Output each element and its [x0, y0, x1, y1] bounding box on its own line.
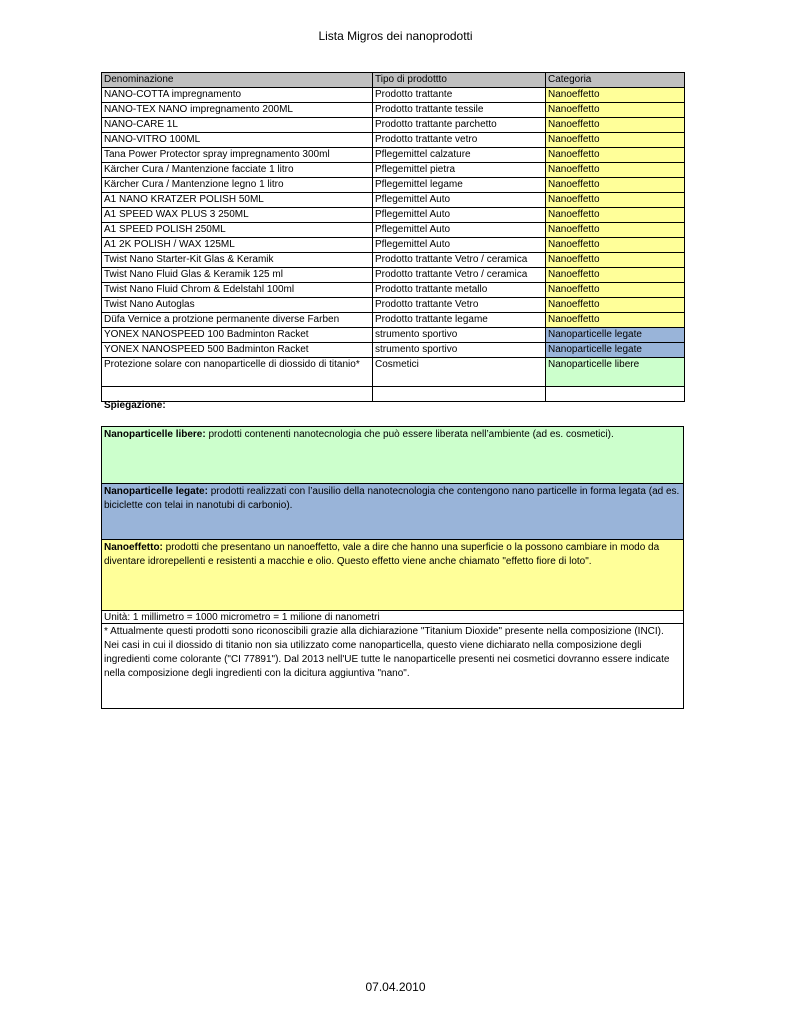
- product-category-cell: Nanoeffetto: [546, 163, 685, 178]
- explanation-heading: Spiegazione:: [104, 400, 166, 411]
- column-header-name: Denominazione: [102, 73, 373, 88]
- product-type-cell: Prodotto trattante tessile: [373, 103, 546, 118]
- product-name-cell: Twist Nano Fluid Glas & Keramik 125 ml: [102, 268, 373, 283]
- product-name-cell: Protezione solare con nanoparticelle di diossido di titanio*: [102, 358, 373, 387]
- product-category-cell: Nanoeffetto: [546, 103, 685, 118]
- legend-bound-nanoparticles: [102, 484, 683, 540]
- table-row: [102, 283, 685, 298]
- legend-bound-text: prodotti realizzati con l’ausilio della nanotecnologia che contengono nano particelle in forma legata (ad es. biciclette con telai in nanotubi di carbonio).: [104, 486, 680, 511]
- table-row: [102, 298, 685, 313]
- table-row: [102, 193, 685, 208]
- product-type-cell: Prodotto trattante Vetro / ceramica: [373, 268, 546, 283]
- product-type-cell: Pflegemittel Auto: [373, 193, 546, 208]
- product-type-cell: Pflegemittel pietra: [373, 163, 546, 178]
- table-row: [102, 163, 685, 178]
- table-row: [102, 148, 685, 163]
- table-row: [102, 313, 685, 328]
- product-name-cell: NANO-VITRO 100ML: [102, 133, 373, 148]
- product-name-cell: Kärcher Cura / Mantenzione legno 1 litro: [102, 178, 373, 193]
- table-row: [102, 343, 685, 358]
- column-header-type: Tipo di prodottto: [373, 73, 546, 88]
- legend-nanoeffect: [102, 540, 683, 611]
- product-category-cell: Nanoeffetto: [546, 148, 685, 163]
- empty-cell: [546, 387, 685, 402]
- page-title: Lista Migros dei nanoprodotti: [318, 29, 473, 43]
- legend-free-term: Nanoparticelle libere:: [104, 429, 206, 440]
- products-table: [101, 72, 685, 402]
- product-name-cell: NANO-CARE 1L: [102, 118, 373, 133]
- product-name-cell: A1 SPEED WAX PLUS 3 250ML: [102, 208, 373, 223]
- product-type-cell: Cosmetici: [373, 358, 546, 387]
- product-type-cell: Prodotto trattante legame: [373, 313, 546, 328]
- product-name-cell: A1 NANO KRATZER POLISH 50ML: [102, 193, 373, 208]
- legend-nanoeffect-text: prodotti che presentano un nanoeffetto, vale a dire che hanno una superficie o la possono cambiare in modo da diventare idrorepellenti e resistenti a macchie e olio. Questo effetto viene anche chiamato "effetto fiore di loto".: [104, 542, 660, 567]
- product-name-cell: Twist Nano Starter-Kit Glas & Keramik: [102, 253, 373, 268]
- table-row: [102, 238, 685, 253]
- product-name-cell: Tana Power Protector spray impregnamento 300ml: [102, 148, 373, 163]
- footer-date: 07.04.2010: [365, 980, 426, 994]
- product-category-cell: Nanoeffetto: [546, 208, 685, 223]
- table-row: [102, 133, 685, 148]
- product-category-cell: Nanoeffetto: [546, 238, 685, 253]
- product-type-cell: Prodotto trattante vetro: [373, 133, 546, 148]
- product-category-cell: Nanoeffetto: [546, 268, 685, 283]
- unit-note: Unità: 1 millimetro = 1000 micrometro = 1 milione di nanometri: [102, 611, 683, 624]
- explanation-box: [101, 426, 684, 709]
- product-category-cell: Nanoeffetto: [546, 223, 685, 238]
- product-type-cell: Prodotto trattante parchetto: [373, 118, 546, 133]
- table-row: [102, 208, 685, 223]
- product-name-cell: A1 SPEED POLISH 250ML: [102, 223, 373, 238]
- product-type-cell: Pflegemittel calzature: [373, 148, 546, 163]
- footnote: * Attualmente questi prodotti sono riconoscibili grazie alla dichiarazione "Titanium Dioxide" presente nella composizione (INCI). Nei casi in cui il diossido di titanio non sia utilizzato come nanoparticella, questo viene dichiarato nella composizione degli ingredienti come colorante ("CI 77891"). Dal 2013 nell'UE tutte le nanoparticelle presenti nei cosmetici dovranno essere indicate nella composizione degli ingredienti con la dicitura aggiuntiva "nano".: [104, 626, 670, 679]
- product-name-cell: YONEX NANOSPEED 100 Badminton Racket: [102, 328, 373, 343]
- product-category-cell: Nanoeffetto: [546, 133, 685, 148]
- product-category-cell: Nanoeffetto: [546, 178, 685, 193]
- legend-nanoeffect-term: Nanoeffetto:: [104, 542, 163, 553]
- product-category-cell: Nanoeffetto: [546, 118, 685, 133]
- product-category-cell: Nanoeffetto: [546, 313, 685, 328]
- product-category-cell: Nanoeffetto: [546, 193, 685, 208]
- product-name-cell: Kärcher Cura / Mantenzione facciate 1 litro: [102, 163, 373, 178]
- product-type-cell: Prodotto trattante metallo: [373, 283, 546, 298]
- product-category-cell: Nanoparticelle libere: [546, 358, 685, 387]
- product-name-cell: Twist Nano Fluid Chrom & Edelstahl 100ml: [102, 283, 373, 298]
- product-category-cell: Nanoparticelle legate: [546, 328, 685, 343]
- product-name-cell: Düfa Vernice a protzione permanente diverse Farben: [102, 313, 373, 328]
- table-row: [102, 88, 685, 103]
- table-row: [102, 328, 685, 343]
- product-name-cell: NANO-COTTA impregnamento: [102, 88, 373, 103]
- product-category-cell: Nanoparticelle legate: [546, 343, 685, 358]
- table-row: [102, 178, 685, 193]
- product-category-cell: Nanoeffetto: [546, 298, 685, 313]
- product-type-cell: Pflegemittel legame: [373, 178, 546, 193]
- legend-free-text: prodotti contenenti nanotecnologia che può essere liberata nell’ambiente (ad es. cosmetici).: [205, 429, 614, 440]
- product-type-cell: Pflegemittel Auto: [373, 208, 546, 223]
- product-name-cell: Twist Nano Autoglas: [102, 298, 373, 313]
- product-type-cell: Prodotto trattante Vetro / ceramica: [373, 253, 546, 268]
- empty-cell: [373, 387, 546, 402]
- product-type-cell: Pflegemittel Auto: [373, 238, 546, 253]
- product-category-cell: Nanoeffetto: [546, 253, 685, 268]
- table-row: [102, 118, 685, 133]
- product-category-cell: Nanoeffetto: [546, 88, 685, 103]
- product-name-cell: A1 2K POLISH / WAX 125ML: [102, 238, 373, 253]
- table-row: [102, 268, 685, 283]
- legend-free-nanoparticles: [102, 427, 683, 484]
- table-row: [102, 253, 685, 268]
- product-type-cell: strumento sportivo: [373, 343, 546, 358]
- table-header-row: [102, 73, 685, 88]
- empty-table-row: [102, 387, 685, 402]
- product-name-cell: YONEX NANOSPEED 500 Badminton Racket: [102, 343, 373, 358]
- product-name-cell: NANO-TEX NANO impregnamento 200ML: [102, 103, 373, 118]
- table-row: [102, 358, 685, 387]
- product-type-cell: Pflegemittel Auto: [373, 223, 546, 238]
- table-row: [102, 103, 685, 118]
- product-category-cell: Nanoeffetto: [546, 283, 685, 298]
- product-type-cell: Prodotto trattante Vetro: [373, 298, 546, 313]
- legend-bound-term: Nanoparticelle legate:: [104, 486, 208, 497]
- table-row: [102, 223, 685, 238]
- product-type-cell: strumento sportivo: [373, 328, 546, 343]
- column-header-category: Categoria: [546, 73, 685, 88]
- product-type-cell: Prodotto trattante: [373, 88, 546, 103]
